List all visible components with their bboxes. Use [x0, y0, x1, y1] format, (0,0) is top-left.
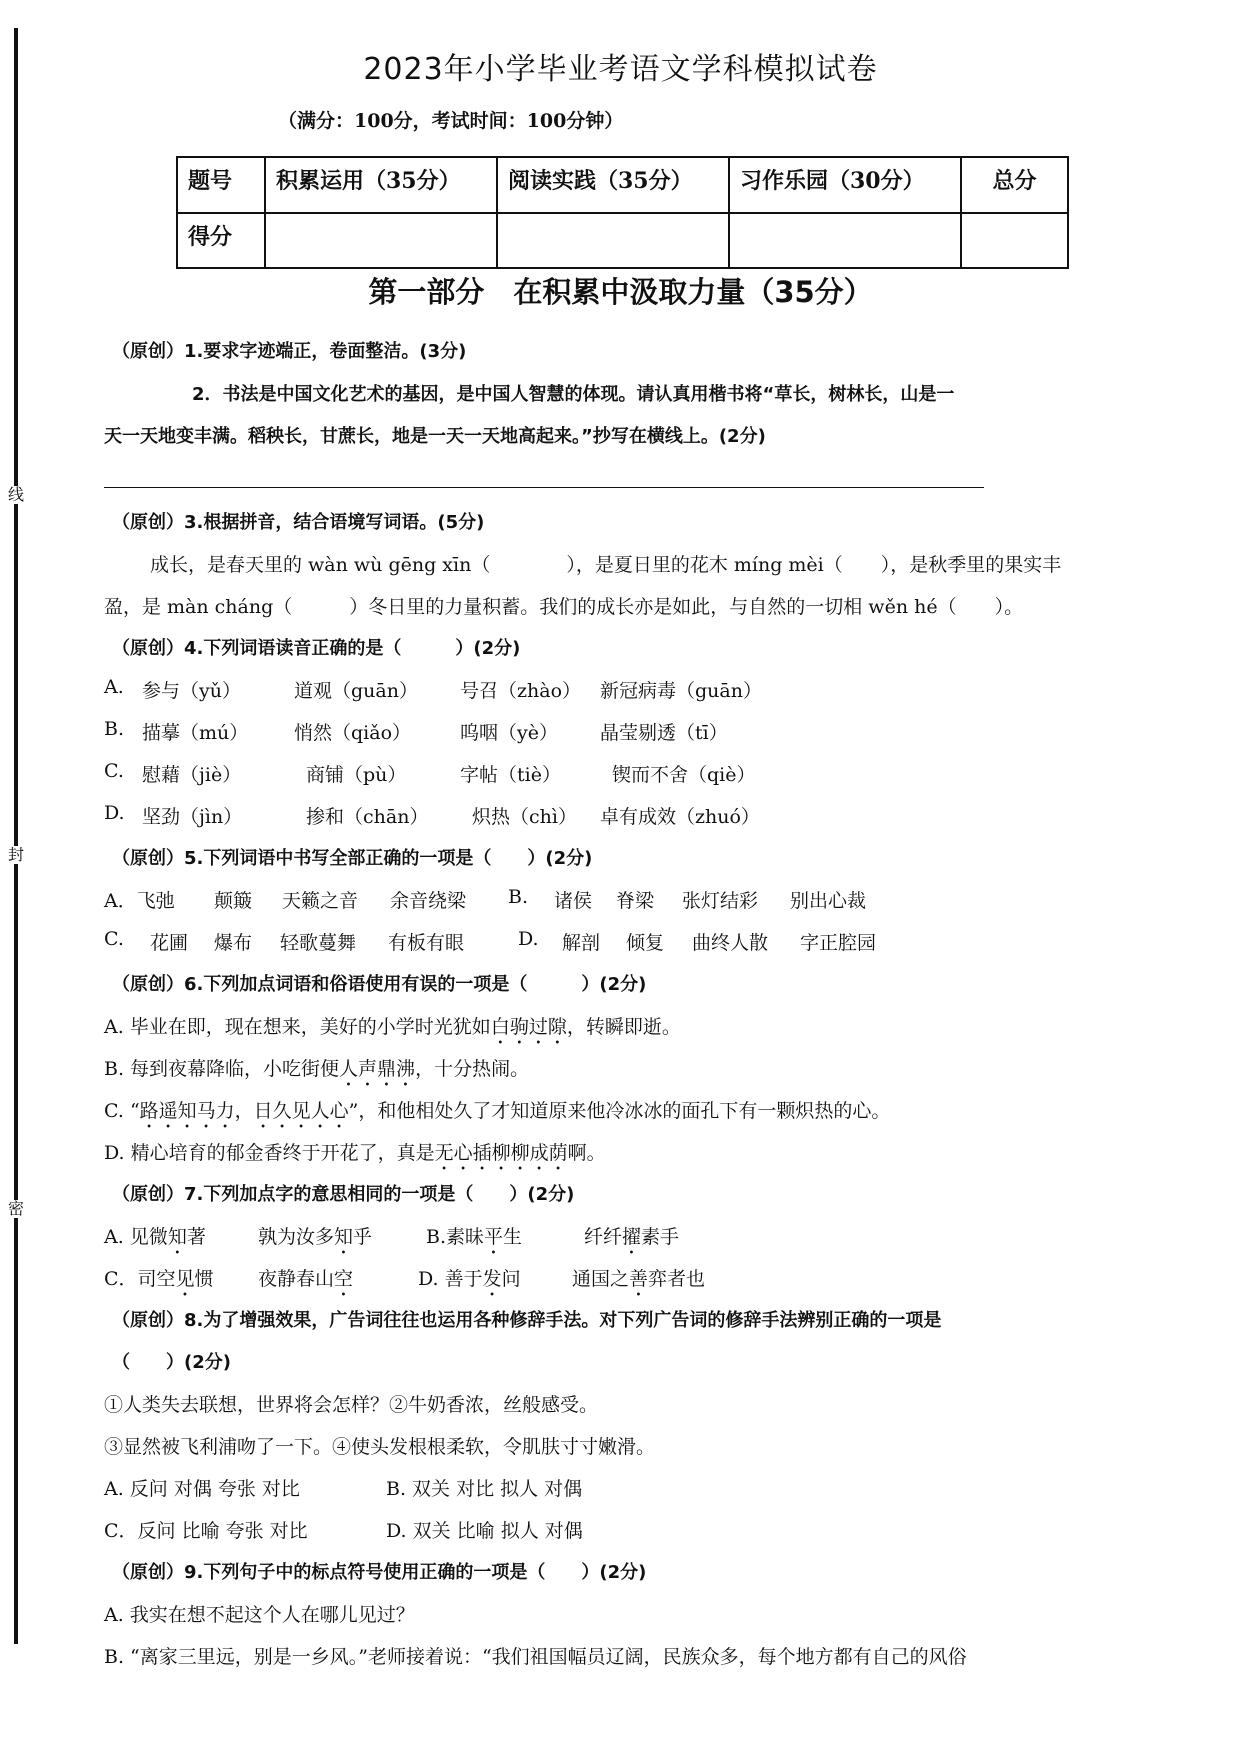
q5-line2-word8: 字正腔园 — [800, 932, 877, 954]
q8-option-c: C．反问 比喻 夸张 对比 — [104, 1520, 308, 1542]
q7-option-d1: D. 善于发问 — [418, 1268, 521, 1290]
q5-line2-word5: 解剖 — [562, 932, 601, 954]
q4-option-c-word2: 商铺（pù） — [306, 764, 407, 786]
exam-title: 2023年小学毕业考语文学科模拟试卷 — [363, 52, 878, 87]
q4-option-a-word3: 号召（zhào） — [460, 680, 582, 702]
q6-option-b: B. 每到夜幕降临，小吃街便人声鼎沸，十分热闹。 — [104, 1058, 530, 1080]
q6-option-c: C. “路遥知马力，日久见人心”，和他相处久了才知道原来他冷冰冰的面孔下有一颗炽热的心。 — [104, 1100, 891, 1122]
score-header-total: 总分 — [961, 157, 1068, 213]
q5-line2-d-letter: D. — [518, 928, 539, 950]
q5-line1-b-letter: B. — [508, 886, 529, 908]
q4-option-d-word4: 卓有成效（zhuó） — [600, 806, 760, 828]
q7-option-c1: C．司空见惯 — [104, 1268, 214, 1290]
exam-subtitle: （满分：100分，考试时间：100分钟） — [278, 110, 624, 132]
question-8-title-line2: （ ）(2分) — [112, 1352, 231, 1373]
binding-char-xian: 线 — [8, 485, 25, 504]
q4-option-c-word3: 字帖（tiè） — [460, 764, 561, 786]
score-header-section1: 积累运用（35分） — [265, 157, 497, 213]
question-9-title: （原创）9.下列句子中的标点符号使用正确的一项是（ ）(2分) — [112, 1562, 647, 1583]
q4-option-c-word4: 锲而不舍（qiè） — [612, 764, 756, 786]
q5-line1-a-start: A．飞弛 — [104, 890, 175, 912]
q9-option-b: B. “离家三里远，别是一乡风。”老师接着说：“我们祖国幅员辽阔，民族众多，每个地方都有自己的风俗 — [104, 1646, 967, 1668]
q7-option-b2: 纤纤擢素手 — [584, 1226, 680, 1248]
score-header-section2: 阅读实践（35分） — [497, 157, 729, 213]
score-header-number: 题号 — [177, 157, 265, 213]
score-row-label: 得分 — [177, 213, 265, 268]
q8-option-a: A. 反问 对偶 夸张 对比 — [104, 1478, 300, 1500]
q5-line2-word2: 爆布 — [214, 932, 253, 954]
q5-line1-word8: 别出心裁 — [790, 890, 867, 912]
q5-line1-word2: 颠簸 — [214, 890, 253, 912]
copy-writing-line[interactable] — [104, 487, 984, 488]
section-title: 第一部分 在积累中汲取力量（35分） — [368, 275, 873, 309]
q7-option-b1: B.素昧平生 — [426, 1226, 523, 1248]
q5-line2-c-letter: C. — [104, 928, 124, 950]
q8-option-b: B. 双关 对比 拟人 对偶 — [386, 1478, 583, 1500]
question-4-title: （原创）4.下列词语读音正确的是（ ）(2分) — [112, 638, 521, 659]
q7-option-a2: 孰为汝多知乎 — [258, 1226, 373, 1248]
question-3-line2: 盈，是 màn cháng（ ）冬日里的力量积蓄。我们的成长亦是如此，与自然的一切相 wěn hé（ ）。 — [104, 596, 1024, 618]
q4-option-a-word2: 道观（guān） — [294, 680, 418, 702]
score-table — [176, 156, 1069, 269]
q4-option-b-word2: 悄然（qiǎo） — [294, 722, 412, 744]
q5-line1-word4: 余音绕梁 — [390, 890, 467, 912]
q4-option-d-word1: 坚劲（jìn） — [142, 806, 243, 828]
binding-char-mi: 密 — [8, 1199, 25, 1218]
q4-option-d-word3: 炽热（chì） — [472, 806, 577, 828]
q4-option-a-letter: A. — [104, 676, 124, 698]
q8-slogans-line1: ①人类失去联想，世界将会怎样？②牛奶香浓，丝般感受。 — [104, 1394, 599, 1416]
question-7-title: （原创）7.下列加点字的意思相同的一项是（ ）(2分) — [112, 1184, 575, 1205]
q4-option-c-word1: 慰藉（jiè） — [142, 764, 242, 786]
q5-line1-word6: 脊梁 — [616, 890, 655, 912]
q8-slogans-line2: ③显然被飞利浦吻了一下。④使头发根根柔软，令肌肤寸寸嫩滑。 — [104, 1436, 656, 1458]
question-2-line2: 天一天地变丰满。稻秧长，甘蔗长，地是一天一天地高起来。”抄写在横线上。(2分) — [104, 426, 766, 447]
score-cell-section3[interactable] — [729, 213, 961, 268]
question-6-title: （原创）6.下列加点词语和俗语使用有误的一项是（ ）(2分) — [112, 974, 647, 995]
score-header-section3: 习作乐园（30分） — [729, 157, 961, 213]
q4-option-b-letter: B. — [104, 718, 125, 740]
q9-option-a: A. 我实在想不起这个人在哪儿见过？ — [104, 1604, 415, 1626]
q7-option-d2: 通国之善弈者也 — [572, 1268, 706, 1290]
q7-option-c2: 夜静春山空 — [258, 1268, 354, 1290]
q4-option-b-word3: 呜咽（yè） — [460, 722, 558, 744]
q6-option-d: D. 精心培育的郁金香终于开花了，真是无心插柳柳成荫啊。 — [104, 1142, 606, 1164]
q7-option-a1: A. 见微知著 — [104, 1226, 206, 1248]
q8-option-d: D. 双关 比喻 拟人 对偶 — [386, 1520, 583, 1542]
q5-line2-word6: 倾复 — [626, 932, 665, 954]
q4-option-a-word1: 参与（yǔ） — [142, 680, 241, 702]
score-cell-section2[interactable] — [497, 213, 729, 268]
q4-option-b-word4: 晶莹剔透（tī） — [600, 722, 728, 744]
question-1: （原创）1.要求字迹端正，卷面整洁。(3分) — [112, 341, 467, 362]
q4-option-c-letter: C. — [104, 760, 124, 782]
question-5-title: （原创）5.下列词语中书写全部正确的一项是（ ）(2分) — [112, 848, 593, 869]
q6-option-a: A. 毕业在即，现在想来，美好的小学时光犹如白驹过隙，转瞬即逝。 — [104, 1016, 681, 1038]
q5-line2-word4: 有板有眼 — [388, 932, 465, 954]
question-8-title-line1: （原创）8.为了增强效果，广告词往往也运用各种修辞手法。对下列广告词的修辞手法辨别正确的一项是 — [112, 1310, 942, 1331]
question-3-title: （原创）3.根据拼音，结合语境写词语。(5分) — [112, 512, 485, 533]
binding-char-feng: 封 — [8, 845, 25, 864]
question-3-line1: 成长，是春天里的 wàn wù gēng xīn（ ），是夏日里的花木 míng mèi（ ），是秋季里的果实丰 — [150, 554, 1062, 576]
q5-line1-word7: 张灯结彩 — [682, 890, 759, 912]
q4-option-b-word1: 描摹（mú） — [142, 722, 249, 744]
q5-line1-word5: 诸侯 — [554, 890, 593, 912]
q4-option-d-letter: D. — [104, 802, 125, 824]
q5-line1-word3: 天籁之音 — [282, 890, 359, 912]
score-cell-section1[interactable] — [265, 213, 497, 268]
q5-line2-word1: 花圃 — [150, 932, 189, 954]
score-cell-total[interactable] — [961, 213, 1068, 268]
question-2-line1: 2．书法是中国文化艺术的基因，是中国人智慧的体现。请认真用楷书将“草长，树林长，山是一 — [192, 384, 955, 405]
q4-option-a-word4: 新冠病毒（guān） — [600, 680, 762, 702]
q4-option-d-word2: 掺和（chān） — [306, 806, 429, 828]
q5-line2-word7: 曲终人散 — [692, 932, 769, 954]
q5-line2-word3: 轻歌蔓舞 — [280, 932, 357, 954]
